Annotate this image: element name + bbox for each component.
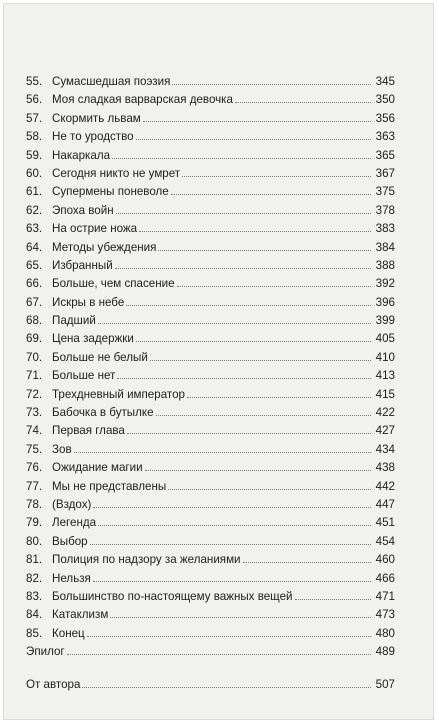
toc-entry bbox=[26, 293, 395, 311]
toc-entry bbox=[26, 256, 395, 274]
dot-leader bbox=[177, 274, 371, 287]
chapter-title: Ожидание магии bbox=[52, 461, 143, 475]
page-number: 460 bbox=[375, 553, 395, 567]
dot-leader bbox=[172, 72, 371, 85]
chapter-title: Эпоха войн bbox=[52, 203, 114, 217]
dot-leader bbox=[143, 109, 371, 122]
chapter-number: 64. bbox=[26, 240, 43, 254]
page-number: 447 bbox=[375, 497, 395, 511]
toc-entry bbox=[26, 72, 395, 90]
toc-entry bbox=[26, 550, 395, 568]
page-number: 396 bbox=[375, 295, 395, 309]
toc-entry bbox=[26, 201, 395, 219]
chapter-title: Трехдневный император bbox=[52, 387, 185, 401]
toc-entry bbox=[26, 385, 395, 403]
dot-leader bbox=[127, 421, 371, 434]
chapter-number: 80. bbox=[26, 534, 43, 548]
page-number: 480 bbox=[375, 626, 395, 640]
page-number: 415 bbox=[375, 387, 395, 401]
dot-leader bbox=[115, 256, 371, 269]
chapter-number: 61. bbox=[26, 185, 43, 199]
page-number: 422 bbox=[375, 406, 395, 420]
chapter-title: Супермены поневоле bbox=[52, 185, 169, 199]
dot-leader bbox=[82, 675, 371, 688]
dot-leader bbox=[98, 513, 371, 526]
dot-leader bbox=[110, 605, 371, 618]
chapter-number: 60. bbox=[26, 166, 43, 180]
chapter-title: Нельзя bbox=[52, 571, 91, 585]
toc-entry bbox=[26, 348, 395, 366]
dot-leader bbox=[139, 219, 371, 232]
chapter-number: 63. bbox=[26, 222, 43, 236]
chapter-title: (Вздох) bbox=[52, 497, 92, 511]
chapter-number: 58. bbox=[26, 130, 43, 144]
dot-leader bbox=[150, 348, 371, 361]
dot-leader bbox=[93, 569, 371, 582]
chapter-number: 81. bbox=[26, 553, 43, 567]
dot-leader bbox=[145, 458, 371, 471]
chapter-title: Бабочка в бутылке bbox=[52, 406, 154, 420]
book-page bbox=[3, 3, 434, 720]
toc-entry bbox=[26, 90, 395, 108]
chapter-number: 84. bbox=[26, 608, 43, 622]
page-number: 454 bbox=[375, 534, 395, 548]
chapter-number: 85. bbox=[26, 626, 43, 640]
chapter-title: Падший bbox=[52, 314, 96, 328]
page-number: 383 bbox=[375, 222, 395, 236]
chapter-title: Катаклизм bbox=[52, 608, 109, 622]
chapter-title: Первая глава bbox=[52, 424, 125, 438]
chapter-number: 75. bbox=[26, 442, 43, 456]
toc-entry bbox=[26, 495, 395, 513]
chapter-title: Полиция по надзору за желаниями bbox=[52, 553, 241, 567]
chapter-title: На острие ножа bbox=[52, 222, 138, 236]
dot-leader bbox=[136, 329, 371, 342]
toc-entry bbox=[26, 675, 395, 693]
page-number: 405 bbox=[375, 332, 395, 346]
chapter-title: Не то уродство bbox=[52, 130, 134, 144]
page-number: 489 bbox=[375, 645, 395, 659]
chapter-title: Конец bbox=[52, 626, 85, 640]
dot-leader bbox=[243, 550, 371, 563]
page-number: 384 bbox=[375, 240, 395, 254]
page-number: 442 bbox=[375, 479, 395, 493]
toc-entry bbox=[26, 403, 395, 421]
chapter-number: 77. bbox=[26, 479, 43, 493]
toc-entry bbox=[26, 182, 395, 200]
toc-entry bbox=[26, 366, 395, 384]
toc-entry bbox=[26, 164, 395, 182]
page-number: 363 bbox=[375, 130, 395, 144]
dot-leader bbox=[116, 201, 371, 214]
page-number: 345 bbox=[375, 75, 395, 88]
page-number: 356 bbox=[375, 111, 395, 125]
chapter-number: 67. bbox=[26, 295, 43, 309]
page-number: 434 bbox=[375, 442, 395, 456]
page-number: 410 bbox=[375, 350, 395, 364]
chapter-number: 62. bbox=[26, 203, 43, 217]
chapter-title: Выбор bbox=[52, 534, 88, 548]
toc-entry bbox=[26, 532, 395, 550]
chapter-number: 59. bbox=[26, 148, 43, 162]
dot-leader bbox=[90, 532, 371, 545]
dot-leader bbox=[156, 403, 371, 416]
chapter-number: 74. bbox=[26, 424, 43, 438]
page-number: 399 bbox=[375, 314, 395, 328]
page-number: 507 bbox=[375, 677, 395, 691]
chapter-number: 68. bbox=[26, 314, 43, 328]
toc-entry bbox=[26, 458, 395, 476]
page-number: 378 bbox=[375, 203, 395, 217]
chapter-title: Методы убеждения bbox=[52, 240, 157, 254]
chapter-number: 76. bbox=[26, 461, 43, 475]
page-number: 466 bbox=[375, 571, 395, 585]
chapter-title: Избранный bbox=[52, 258, 113, 272]
dot-leader bbox=[112, 146, 371, 159]
chapter-title: Легенда bbox=[52, 516, 97, 530]
dot-leader bbox=[67, 642, 371, 655]
dot-leader bbox=[117, 366, 371, 379]
chapter-number: 66. bbox=[26, 277, 43, 291]
chapter-number: 55. bbox=[26, 75, 43, 88]
chapter-title: Цена задержки bbox=[52, 332, 134, 346]
chapter-number: 71. bbox=[26, 369, 43, 383]
chapter-number: 79. bbox=[26, 516, 43, 530]
toc-entry bbox=[26, 642, 395, 660]
chapter-number: 70. bbox=[26, 350, 43, 364]
page-number: 451 bbox=[375, 516, 395, 530]
chapter-title: Эпилог bbox=[26, 645, 65, 659]
table-of-contents bbox=[26, 72, 395, 693]
page-number: 438 bbox=[375, 461, 395, 475]
dot-leader bbox=[136, 127, 371, 140]
page-number: 388 bbox=[375, 258, 395, 272]
page-number: 365 bbox=[375, 148, 395, 162]
chapter-title: Искры в небе bbox=[52, 295, 125, 309]
page-number: 473 bbox=[375, 608, 395, 622]
toc-entry bbox=[26, 311, 395, 329]
toc-entry bbox=[26, 109, 395, 127]
toc-entry bbox=[26, 477, 395, 495]
chapter-number: 78. bbox=[26, 497, 43, 511]
chapter-title: Больше не белый bbox=[52, 350, 148, 364]
page-number: 427 bbox=[375, 424, 395, 438]
toc-entry bbox=[26, 605, 395, 623]
dot-leader bbox=[187, 385, 371, 398]
toc-entry bbox=[26, 238, 395, 256]
chapter-title: Сегодня никто не умрет bbox=[52, 166, 181, 180]
chapter-title: Сумасшедшая поэзия bbox=[52, 75, 171, 88]
toc-entry bbox=[26, 329, 395, 347]
dot-leader bbox=[295, 587, 371, 600]
toc-entry bbox=[26, 127, 395, 145]
chapter-title: Больше, чем спасение bbox=[52, 277, 175, 291]
page-number: 350 bbox=[375, 93, 395, 107]
page-number: 471 bbox=[375, 589, 395, 603]
dot-leader bbox=[126, 293, 371, 306]
dot-leader bbox=[168, 477, 371, 490]
page-number: 375 bbox=[375, 185, 395, 199]
page-number: 392 bbox=[375, 277, 395, 291]
toc-entry bbox=[26, 219, 395, 237]
dot-leader bbox=[74, 440, 371, 453]
dot-leader bbox=[98, 311, 371, 324]
chapter-title: Больше нет bbox=[52, 369, 116, 383]
dot-leader bbox=[235, 90, 371, 103]
chapter-title: Большинство по-настоящему важных вещей bbox=[52, 589, 293, 603]
chapter-title: Скормить львам bbox=[52, 111, 141, 125]
toc-entry bbox=[26, 421, 395, 439]
chapter-title: От автора bbox=[26, 677, 81, 691]
chapter-title: Моя сладкая варварская девочка bbox=[52, 93, 233, 107]
toc-entry bbox=[26, 624, 395, 642]
chapter-number: 69. bbox=[26, 332, 43, 346]
dot-leader bbox=[158, 238, 371, 251]
toc-entry bbox=[26, 587, 395, 605]
chapter-number: 57. bbox=[26, 111, 43, 125]
chapter-title: Накаркала bbox=[52, 148, 111, 162]
dot-leader bbox=[93, 495, 371, 508]
chapter-number: 72. bbox=[26, 387, 43, 401]
chapter-number: 73. bbox=[26, 406, 43, 420]
chapter-number: 65. bbox=[26, 258, 43, 272]
chapter-number: 83. bbox=[26, 589, 43, 603]
dot-leader bbox=[182, 164, 371, 177]
page-number: 413 bbox=[375, 369, 395, 383]
dot-leader bbox=[171, 182, 371, 195]
toc-entry bbox=[26, 513, 395, 531]
page-number: 367 bbox=[375, 166, 395, 180]
dot-leader bbox=[87, 624, 371, 637]
chapter-title: Мы не представлены bbox=[52, 479, 167, 493]
chapter-title: Зов bbox=[52, 442, 72, 456]
toc-entry bbox=[26, 440, 395, 458]
chapter-number: 56. bbox=[26, 93, 43, 107]
chapter-number: 82. bbox=[26, 571, 43, 585]
toc-entry bbox=[26, 274, 395, 292]
toc-entry bbox=[26, 569, 395, 587]
toc-entry bbox=[26, 146, 395, 164]
